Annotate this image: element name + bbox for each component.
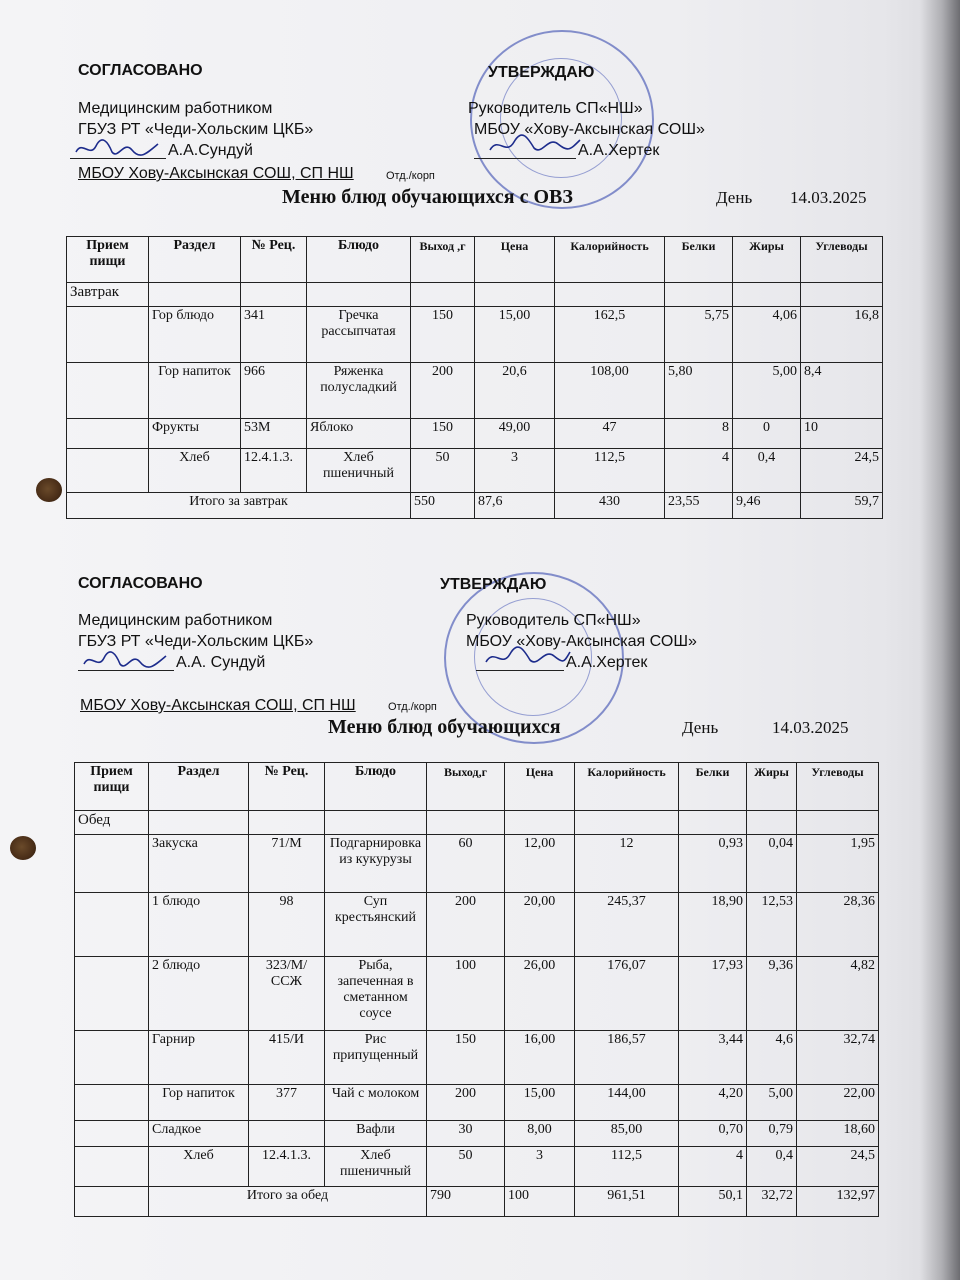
approve-heading: УТВЕРЖДАЮ <box>488 64 595 81</box>
breakfast-menu-table <box>66 236 883 519</box>
table-row <box>75 1085 879 1121</box>
department-label: Отд./корп <box>386 170 435 182</box>
day-label: День <box>716 188 753 207</box>
cell-price: 3 <box>475 449 555 493</box>
cell-carbs: 24,5 <box>797 1147 879 1187</box>
cell-dish: Вафли <box>325 1121 427 1147</box>
menu-title: Меню блюд обучающихся с ОВЗ <box>282 186 573 208</box>
approve-heading: УТВЕРЖДАЮ <box>440 576 547 593</box>
col-header: Белки <box>679 763 747 811</box>
cell-carbs: 8,4 <box>801 363 883 419</box>
page-edge-shadow <box>920 0 960 1280</box>
col-header: Жиры <box>747 763 797 811</box>
cell-section: Хлеб <box>149 1147 249 1187</box>
cell-fat: 12,53 <box>747 893 797 957</box>
agreed-line-2: ГБУЗ РТ «Чеди-Хольским ЦКБ» <box>78 121 314 138</box>
meal-row <box>75 811 879 835</box>
cell-carbs: 32,74 <box>797 1031 879 1085</box>
cell-kcal: 176,07 <box>575 957 679 1031</box>
cell-kcal: 12 <box>575 835 679 893</box>
punch-hole <box>36 478 62 502</box>
col-header: Жиры <box>733 237 801 283</box>
col-header: Раздел <box>149 237 241 283</box>
cell-dish: Чай с молоком <box>325 1085 427 1121</box>
cell-fat: 5,00 <box>747 1085 797 1121</box>
cell-carbs: 10 <box>801 419 883 449</box>
col-header: Углеводы <box>797 763 879 811</box>
official-stamp <box>470 30 654 209</box>
cell-kcal: 112,5 <box>575 1147 679 1187</box>
department-label: Отд./корп <box>388 701 437 713</box>
total-protein: 23,55 <box>665 493 733 519</box>
cell-kcal: 144,00 <box>575 1085 679 1121</box>
cell-protein: 4 <box>679 1147 747 1187</box>
punch-hole <box>10 836 36 860</box>
col-header: № Рец. <box>241 237 307 283</box>
col-header: Прием пищи <box>75 763 149 811</box>
cell-recipe: 98 <box>249 893 325 957</box>
col-header: Прием пищи <box>67 237 149 283</box>
cell-carbs: 28,36 <box>797 893 879 957</box>
cell-kcal: 245,37 <box>575 893 679 957</box>
cell-protein: 4 <box>665 449 733 493</box>
cell-yield: 150 <box>411 419 475 449</box>
cell-protein: 4,20 <box>679 1085 747 1121</box>
cell-yield: 100 <box>427 957 505 1031</box>
cell-kcal: 186,57 <box>575 1031 679 1085</box>
menu-date: 14.03.2025 <box>772 718 849 737</box>
approve-line-1: Руководитель СП«НШ» <box>468 100 643 117</box>
table-row <box>67 307 883 363</box>
cell-section: Гор блюдо <box>149 307 241 363</box>
cell-section: Гор напиток <box>149 1085 249 1121</box>
total-label: Итого за завтрак <box>67 493 411 519</box>
approve-name: А.А.Хертек <box>578 142 660 159</box>
cell-section: Сладкое <box>149 1121 249 1147</box>
agreed-line-2: ГБУЗ РТ «Чеди-Хольским ЦКБ» <box>78 633 314 650</box>
signature-mark <box>482 642 572 672</box>
table-row <box>75 835 879 893</box>
cell-yield: 50 <box>427 1147 505 1187</box>
table-row <box>67 419 883 449</box>
cell-protein: 0,93 <box>679 835 747 893</box>
cell-price: 3 <box>505 1147 575 1187</box>
total-carbs: 132,97 <box>797 1187 879 1217</box>
cell-carbs: 1,95 <box>797 835 879 893</box>
cell-yield: 150 <box>411 307 475 363</box>
cell-protein: 18,90 <box>679 893 747 957</box>
school-name: МБОУ Хову-Аксынская СОШ, СП НШ <box>78 165 354 182</box>
cell-recipe: 53М <box>241 419 307 449</box>
menu-date: 14.03.2025 <box>790 188 867 207</box>
cell-recipe: 323/М/ССЖ <box>249 957 325 1031</box>
cell-dish: Ряженка полусладкий <box>307 363 411 419</box>
approve-line-1: Руководитель СП«НШ» <box>466 612 641 629</box>
cell-dish: Подгарнировка из кукурузы <box>325 835 427 893</box>
cell-carbs: 22,00 <box>797 1085 879 1121</box>
signature-mark <box>486 130 582 160</box>
agreed-heading: СОГЛАСОВАНО <box>78 575 203 592</box>
cell-recipe: 71/М <box>249 835 325 893</box>
table-row <box>75 1147 879 1187</box>
cell-recipe: 415/И <box>249 1031 325 1085</box>
agreed-name: А.А.Сундуй <box>168 142 253 159</box>
col-header: Цена <box>475 237 555 283</box>
cell-recipe: 341 <box>241 307 307 363</box>
cell-dish: Хлеб пшеничный <box>307 449 411 493</box>
approve-line-2: МБОУ «Хову-Аксынская СОШ» <box>474 121 705 138</box>
school-name: МБОУ Хову-Аксынская СОШ, СП НШ <box>80 697 356 714</box>
cell-yield: 200 <box>427 1085 505 1121</box>
cell-yield: 200 <box>411 363 475 419</box>
total-price: 100 <box>505 1187 575 1217</box>
day-label: День <box>682 718 719 737</box>
cell-protein: 5,75 <box>665 307 733 363</box>
cell-price: 8,00 <box>505 1121 575 1147</box>
cell-yield: 60 <box>427 835 505 893</box>
agreed-name: А.А. Сундуй <box>176 654 266 671</box>
col-header: № Рец. <box>249 763 325 811</box>
total-price: 87,6 <box>475 493 555 519</box>
cell-dish: Рыба, запеченная в сметанном соусе <box>325 957 427 1031</box>
total-fat: 9,46 <box>733 493 801 519</box>
cell-fat: 0,4 <box>747 1147 797 1187</box>
cell-price: 12,00 <box>505 835 575 893</box>
total-kcal: 961,51 <box>575 1187 679 1217</box>
cell-section: Гор напиток <box>149 363 241 419</box>
cell-carbs: 24,5 <box>801 449 883 493</box>
cell-price: 16,00 <box>505 1031 575 1085</box>
cell-fat: 9,36 <box>747 957 797 1031</box>
table-row <box>75 893 879 957</box>
cell-fat: 0,79 <box>747 1121 797 1147</box>
cell-protein: 5,80 <box>665 363 733 419</box>
cell-kcal: 47 <box>555 419 665 449</box>
cell-fat: 4,06 <box>733 307 801 363</box>
approve-name: А.А.Хертек <box>566 654 648 671</box>
cell-section: Хлеб <box>149 449 241 493</box>
approve-line-2: МБОУ «Хову-Аксынская СОШ» <box>466 633 697 650</box>
agreed-line-1: Медицинским работником <box>78 100 273 117</box>
total-label: Итого за обед <box>149 1187 427 1217</box>
cell-dish: Гречка рассыпчатая <box>307 307 411 363</box>
agreed-line-1: Медицинским работником <box>78 612 273 629</box>
cell-section: Гарнир <box>149 1031 249 1085</box>
lunch-menu-table <box>74 762 879 1217</box>
cell-price: 20,00 <box>505 893 575 957</box>
signature-mark <box>72 136 162 160</box>
agreed-heading: СОГЛАСОВАНО <box>78 62 203 79</box>
cell-yield: 50 <box>411 449 475 493</box>
total-protein: 50,1 <box>679 1187 747 1217</box>
menu-title: Меню блюд обучающихся <box>328 716 561 738</box>
total-yield: 790 <box>427 1187 505 1217</box>
cell-price: 15,00 <box>475 307 555 363</box>
cell-recipe: 966 <box>241 363 307 419</box>
col-header: Углеводы <box>801 237 883 283</box>
cell-section: 2 блюдо <box>149 957 249 1031</box>
meal-name: Завтрак <box>67 283 149 307</box>
cell-yield: 30 <box>427 1121 505 1147</box>
col-header: Блюдо <box>325 763 427 811</box>
cell-protein: 3,44 <box>679 1031 747 1085</box>
cell-dish: Хлеб пшеничный <box>325 1147 427 1187</box>
cell-protein: 8 <box>665 419 733 449</box>
cell-kcal: 108,00 <box>555 363 665 419</box>
cell-recipe <box>249 1121 325 1147</box>
col-header: Калорийность <box>555 237 665 283</box>
cell-kcal: 85,00 <box>575 1121 679 1147</box>
col-header: Выход ,г <box>411 237 475 283</box>
cell-yield: 200 <box>427 893 505 957</box>
cell-dish: Суп крестьянский <box>325 893 427 957</box>
total-yield: 550 <box>411 493 475 519</box>
meal-row <box>67 283 883 307</box>
cell-protein: 17,93 <box>679 957 747 1031</box>
cell-fat: 5,00 <box>733 363 801 419</box>
cell-dish: Яблоко <box>307 419 411 449</box>
cell-protein: 0,70 <box>679 1121 747 1147</box>
table-row <box>75 1031 879 1085</box>
col-header: Выход,г <box>427 763 505 811</box>
table-header-row <box>67 237 883 283</box>
cell-recipe: 377 <box>249 1085 325 1121</box>
total-carbs: 59,7 <box>801 493 883 519</box>
cell-price: 20,6 <box>475 363 555 419</box>
total-fat: 32,72 <box>747 1187 797 1217</box>
cell-carbs: 16,8 <box>801 307 883 363</box>
cell-section: Закуска <box>149 835 249 893</box>
table-header-row <box>75 763 879 811</box>
meal-name: Обед <box>75 811 149 835</box>
cell-fat: 0 <box>733 419 801 449</box>
col-header: Белки <box>665 237 733 283</box>
cell-price: 15,00 <box>505 1085 575 1121</box>
cell-carbs: 18,60 <box>797 1121 879 1147</box>
cell-fat: 0,4 <box>733 449 801 493</box>
col-header: Раздел <box>149 763 249 811</box>
cell-recipe: 12.4.1.3. <box>241 449 307 493</box>
col-header: Цена <box>505 763 575 811</box>
cell-kcal: 162,5 <box>555 307 665 363</box>
cell-kcal: 112,5 <box>555 449 665 493</box>
cell-fat: 4,6 <box>747 1031 797 1085</box>
total-row <box>67 493 883 519</box>
table-row <box>67 363 883 419</box>
total-kcal: 430 <box>555 493 665 519</box>
cell-yield: 150 <box>427 1031 505 1085</box>
col-header: Калорийность <box>575 763 679 811</box>
cell-recipe: 12.4.1.3. <box>249 1147 325 1187</box>
cell-price: 49,00 <box>475 419 555 449</box>
total-row <box>75 1187 879 1217</box>
cell-price: 26,00 <box>505 957 575 1031</box>
cell-section: Фрукты <box>149 419 241 449</box>
col-header: Блюдо <box>307 237 411 283</box>
cell-carbs: 4,82 <box>797 957 879 1031</box>
table-row <box>75 957 879 1031</box>
table-row <box>67 449 883 493</box>
cell-dish: Рис припущенный <box>325 1031 427 1085</box>
cell-fat: 0,04 <box>747 835 797 893</box>
table-row <box>75 1121 879 1147</box>
signature-mark <box>80 648 170 672</box>
cell-section: 1 блюдо <box>149 893 249 957</box>
